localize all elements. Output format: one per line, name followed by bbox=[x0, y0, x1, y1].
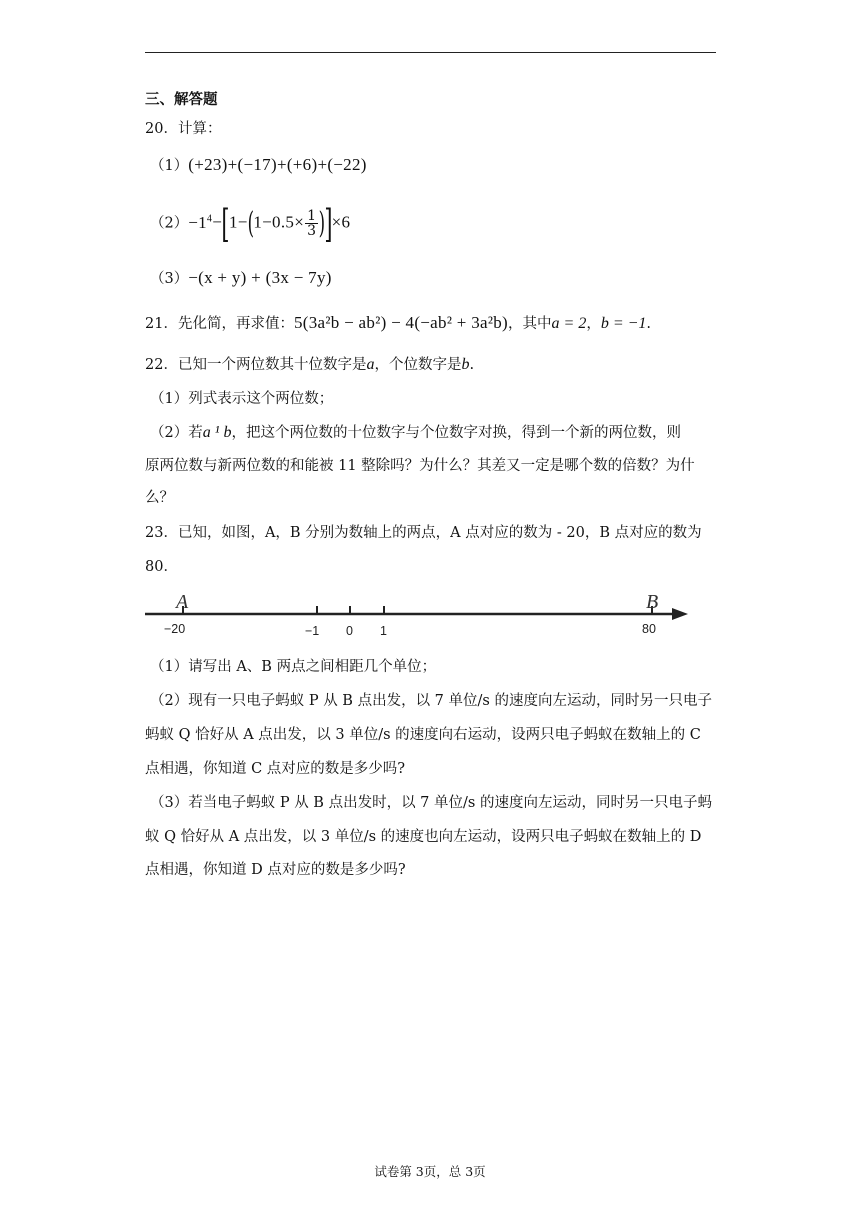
q22-part2-cond: a ¹ b bbox=[202, 424, 232, 441]
q22-part2-line3: 么？ bbox=[145, 490, 174, 506]
q21-sep: ， bbox=[586, 316, 601, 332]
q22-stem-b: ，个位数字是 bbox=[374, 357, 462, 373]
q20-part1-label: （1） bbox=[150, 158, 189, 174]
q22-part2-line1 bbox=[150, 423, 725, 443]
tick-label-0: 0 bbox=[346, 624, 353, 638]
q22-part2-line2: 原两位数与新两位数的和能被 11 整除吗？为什么？其差又一定是哪个数的倍数？为什 bbox=[145, 458, 695, 474]
tick-label-neg20: −20 bbox=[164, 622, 186, 636]
point-a-label: A bbox=[176, 591, 189, 613]
tick-label-1: 1 bbox=[380, 624, 387, 638]
q21-stem: 21．先化简，再求值： bbox=[145, 316, 294, 332]
tick-label-neg1: −1 bbox=[305, 624, 320, 638]
q22-var-a: a bbox=[366, 356, 375, 373]
q20-part2-minus: − bbox=[212, 212, 223, 232]
q21 bbox=[145, 313, 720, 334]
page-footer: 试卷第 3页，总 3页 bbox=[374, 1164, 486, 1179]
q23-stem-line1: 23．已知，如图，A，B 分别为数轴上的两点，A 点对应的数为 - 20，B 点对应的数为 bbox=[145, 525, 702, 541]
number-line-figure bbox=[140, 588, 700, 638]
top-rule bbox=[145, 52, 716, 53]
close-bracket-icon: ] bbox=[324, 201, 333, 246]
q20-part1-expr: (+23)+(−17)+(+6)+(−22) bbox=[188, 155, 367, 174]
section-heading: 三、解答题 bbox=[145, 91, 218, 108]
arrow-head-icon bbox=[672, 608, 688, 620]
q21-cond-b: b = −1 bbox=[600, 315, 647, 332]
q20-part1 bbox=[150, 155, 725, 176]
q21-end: . bbox=[646, 316, 652, 332]
q20-part2-fraction: $\frac{1}{3}$ bbox=[307, 208, 317, 240]
q22-stem bbox=[145, 355, 720, 375]
q20-part2-one-minus: 1− bbox=[228, 212, 248, 232]
q23-part3-line3: 点相遇，你知道 D 点对应的数是多少吗? bbox=[145, 862, 406, 878]
q23-part1: （1）请写出 A、B 两点之间相距几个单位； bbox=[150, 659, 437, 675]
q21-cond: ，其中 bbox=[508, 316, 552, 332]
q23-part2-line1: （2）现有一只电子蚂蚁 P 从 B 点出发，以 7 单位/s 的速度向左运动，同时另一只电子 bbox=[150, 693, 712, 709]
q23-part2-line3: 点相遇，你知道 C 点对应的数是多少吗? bbox=[145, 761, 406, 777]
q20-part2-times: ×6 bbox=[331, 212, 351, 232]
q23-part3-line2: 蚁 Q 恰好从 A 点出发，以 3 单位/s 的速度也向左运动，设两只电子蚂蚁在数轴上的 D bbox=[145, 829, 702, 845]
q22-part2-text: ，把这个两位数的十位数字与个位数字对换，得到一个新的两位数，则 bbox=[231, 425, 682, 441]
q23-part2-line2: 蚂蚁 Q 恰好从 A 点出发，以 3 单位/s 的速度向右运动，设两只电子蚂蚁在数轴上的 C bbox=[145, 727, 701, 743]
q20-part3-expr: −(x + y) + (3x − 7y) bbox=[188, 268, 332, 287]
q23-part3-line1: （3）若当电子蚂蚁 P 从 B 点出发时，以 7 单位/s 的速度向左运动，同时另一只电子蚂 bbox=[150, 795, 712, 811]
q20-stem: 20．计算： bbox=[145, 121, 222, 137]
point-b-label: B bbox=[646, 591, 659, 613]
q20-part2-term1: $-1^4$ bbox=[188, 212, 213, 232]
q21-cond-a: a = 2 bbox=[551, 315, 587, 332]
tick-label-80: 80 bbox=[642, 622, 656, 636]
q20-part2-label: （2） bbox=[150, 215, 189, 232]
open-paren-icon: ( bbox=[247, 205, 254, 241]
q20-part2-inner: 1−0.5× bbox=[253, 212, 305, 232]
q22-part2-label: （2）若 bbox=[150, 425, 203, 441]
q20-part3 bbox=[150, 268, 725, 289]
q21-expr: 5(3a²b − ab²) − 4(−ab² + 3a²b) bbox=[293, 313, 509, 332]
open-bracket-icon: [ bbox=[221, 201, 230, 246]
q20-part3-label: （3） bbox=[150, 271, 189, 287]
q22-stem-a: 22．已知一个两位数其十位数字是 bbox=[145, 357, 367, 373]
q23-stem-line2: 80． bbox=[145, 559, 178, 575]
q22-stem-c: . bbox=[469, 357, 475, 373]
q20-part2 bbox=[150, 199, 725, 244]
close-paren-icon: ) bbox=[318, 205, 326, 241]
q22-part1: （1）列式表示这个两位数； bbox=[150, 391, 334, 407]
q22-var-b: b bbox=[461, 356, 470, 373]
